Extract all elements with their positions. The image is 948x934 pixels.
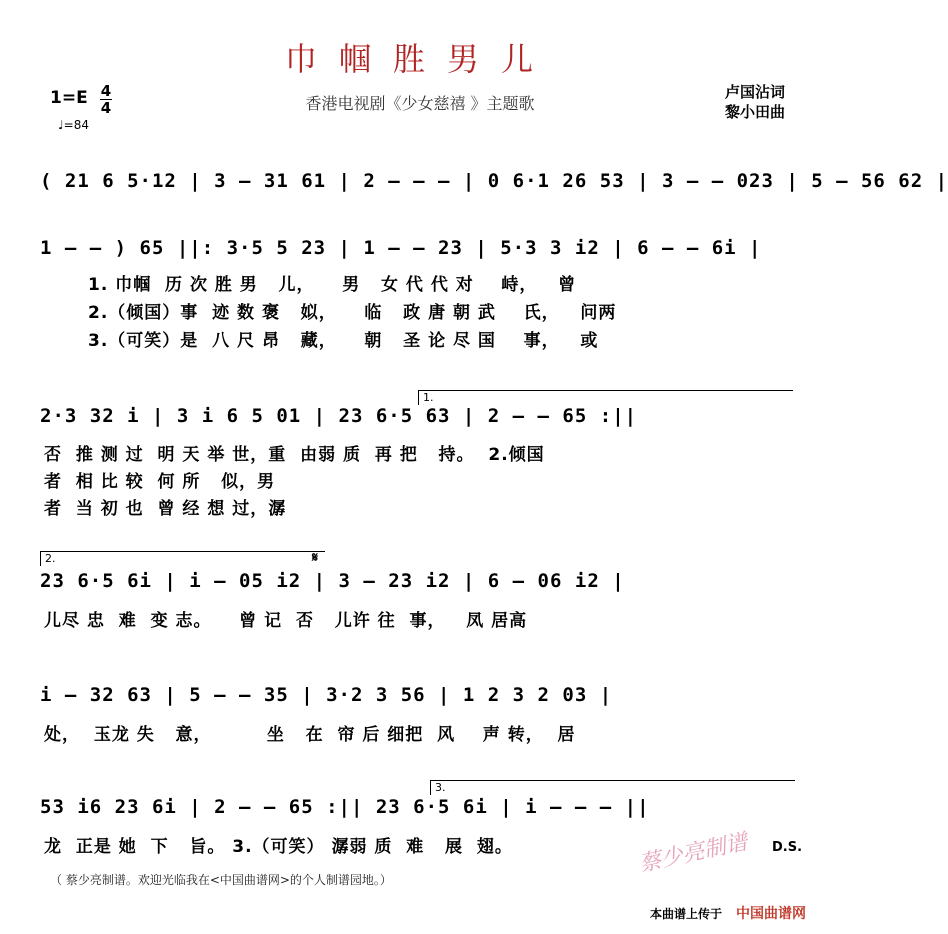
score-line-6: 53 i6 23 6i | 2 — — 65 :|| 23 6·5 6i | i — — — || xyxy=(40,796,650,818)
lyric-line-4: 儿尽 忠 难 变 志。 曾 记 否 儿许 往 事， 凤 居高 xyxy=(44,611,528,631)
meter-top: 4 xyxy=(100,82,112,100)
score-line-3: 2·3 32 i | 3 i 6 5 01 | 23 6·5 63 | 2 — — 65 :|| xyxy=(40,405,638,427)
time-signature xyxy=(100,84,112,115)
credits xyxy=(725,82,785,122)
lyric-line-3-1: 否 推 测 过 明 天 举 世，重 由弱 质 再 把 持。 2.倾国 xyxy=(44,445,545,465)
volta-2: 2. xyxy=(40,551,325,566)
key-signature: 1=E xyxy=(50,88,88,108)
meter-bottom: 4 xyxy=(100,99,112,117)
page-title: 巾帼胜男儿 xyxy=(284,40,555,78)
segno-sign: 𝄋 xyxy=(312,550,319,566)
lyric-line-3-2: 者 相 比 较 何 所 似，男 xyxy=(44,472,276,492)
footer-note: （ 蔡少亮制谱。欢迎光临我在<中国曲谱网>的个人制谱园地。） xyxy=(50,873,392,887)
volta-1: 1. xyxy=(418,390,793,405)
score-line-2: 1 — — ) 65 ||: 3·5 5 23 | 1 — — 23 | 5·3 3 i2 | 6 — — 6i | xyxy=(40,237,762,259)
site-logo[interactable]: 中国曲谱网 xyxy=(736,906,806,922)
lyric-line-2-3: 3.（可笑）是 八 尺 昂 藏， 朝 圣 论 尽 国 事， 或 xyxy=(88,331,599,351)
score-line-5: i — 32 63 | 5 — — 35 | 3·2 3 56 | 1 2 3 2 03 | xyxy=(40,684,613,706)
lyric-line-2-1: 1. 巾帼 历 次 胜 男 儿， 男 女 代 代 对 峙， 曾 xyxy=(88,275,577,295)
ds-marking: D.S. xyxy=(772,840,803,855)
tempo-marking: ♩=84 xyxy=(58,118,89,132)
score-line-1: ( 21 6 5·12 | 3 — 31 61 | 2 — — — | 0 6·1 26 53 | 3 — — 023 | 5 — 56 62 | xyxy=(40,170,948,192)
upload-label: 本曲谱上传于 xyxy=(650,907,723,921)
page-subtitle: 香港电视剧《少女慈禧 》主题歌 xyxy=(305,94,535,113)
lyric-line-2-2: 2.（倾国）事 迹 数 褒 姒， 临 政 唐 朝 武 氏， 问两 xyxy=(88,303,617,323)
lyric-line-3-3: 者 当 初 也 曾 经 想 过，潺 xyxy=(44,499,287,519)
volta-3: 3. xyxy=(430,780,795,795)
composer: 黎小田曲 xyxy=(725,103,786,121)
lyricist: 卢国沾词 xyxy=(725,83,786,101)
watermark: 蔡少亮制谱 xyxy=(637,829,750,878)
lyric-line-5: 处， 玉龙 失 意， 坐 在 帘 后 细把 风 声 转， 居 xyxy=(44,725,576,745)
score-line-4: 23 6·5 6i | i — 05 i2 | 3 — 23 i2 | 6 — 06 i2 | xyxy=(40,570,625,592)
lyric-line-6: 龙 正是 她 下 旨。 3.（可笑） 潺弱 质 难 展 翅。 xyxy=(44,837,513,857)
